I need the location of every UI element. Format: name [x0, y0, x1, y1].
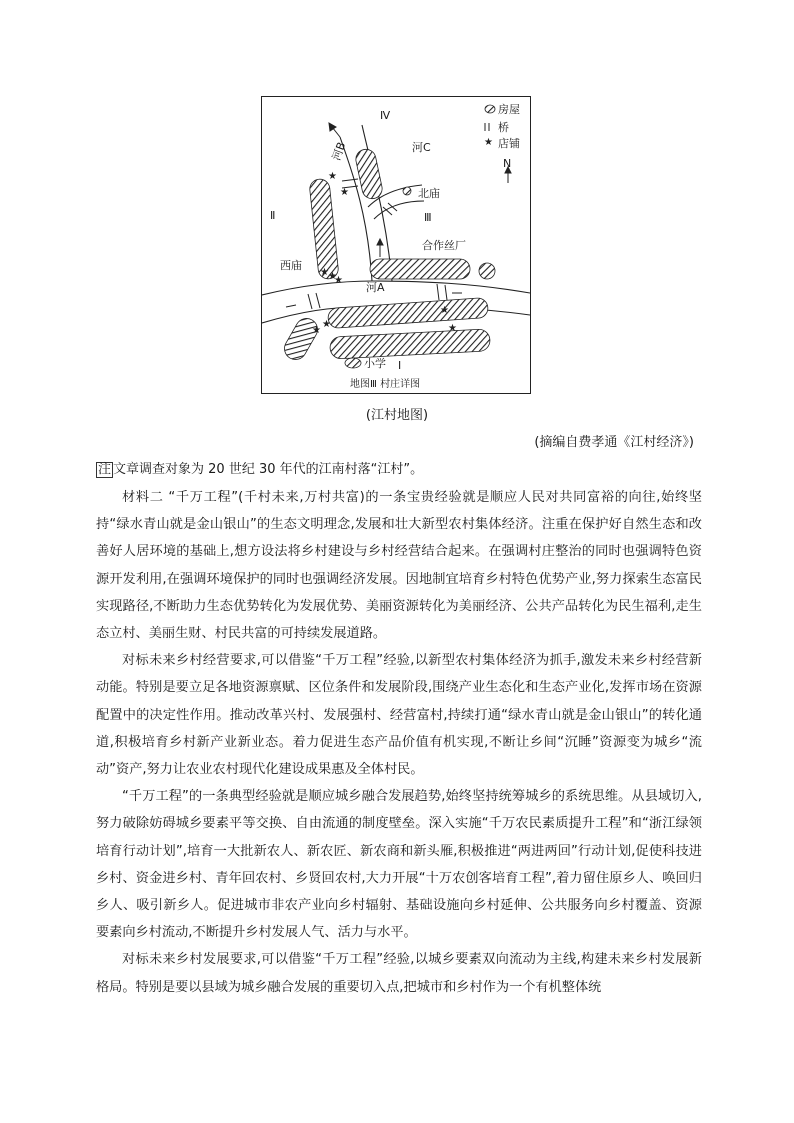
silk-factory-label: 合作丝厂: [422, 239, 466, 252]
svg-text:★: ★: [322, 319, 331, 330]
map-inner-caption: 地图Ⅲ 村庄详图: [350, 379, 421, 390]
north-label: N: [503, 157, 512, 170]
svg-text:★: ★: [484, 137, 493, 148]
svg-text:★: ★: [312, 325, 321, 336]
zone-1-label: Ⅰ: [398, 359, 402, 372]
article-body: [96, 484, 702, 1001]
river-a-label: 河A: [366, 281, 385, 294]
map-caption: (江村地图): [365, 408, 429, 423]
paragraph: 对标未来乡村发展要求,可以借鉴“千万工程”经验,以城乡要素双向流动为主线,构建未来乡村发展新格局。特别是要以县域为城乡融合发展的重要切入点,把城市和乡村作为一个有机整体统: [96, 952, 702, 995]
svg-text:★: ★: [440, 305, 449, 316]
map-drawing: [262, 97, 530, 393]
zone-2-label: Ⅱ: [270, 209, 276, 222]
legend-bridge-label: 桥: [498, 121, 509, 134]
west-temple-label: 西庙: [280, 259, 302, 272]
source-citation: (摘编自费孝通《江村经济》): [534, 435, 694, 450]
note-text: 文章调查对象为 20 世纪 30 年代的江南村落“江村”。: [113, 462, 424, 477]
zone-3-label: Ⅲ: [424, 211, 432, 224]
village-map: [261, 96, 531, 394]
svg-text:★: ★: [448, 323, 457, 334]
school-label: 小学: [364, 357, 386, 370]
paragraph: 对标未来乡村经营要求,可以借鉴“千万工程”经验,以新型农村集体经济为抓手,激发未来乡村经营新动能。特别是要立足各地资源禀赋、区位条件和发展阶段,围绕产业生态化和生态产业化,发挥市场在资源配置中的决定性作用。推动改革兴村、发展强村、经营富村,持续打通“绿水青山就是金山银山”的转化通道,积极培育乡村新产业新业态。着力促进生态产品价值有机实现,不断让乡间“沉睡”资源变为城乡“流动”资产,努力让农业农村现代化建设成果惠及全体村民。: [96, 653, 702, 778]
zone-4-label: Ⅳ: [380, 109, 391, 122]
note-mark: 注: [98, 462, 112, 477]
note: [96, 458, 423, 478]
svg-text:★: ★: [320, 267, 329, 278]
svg-text:★: ★: [328, 271, 337, 282]
north-temple-label: 北庙: [418, 187, 440, 200]
paragraph: 材料二 “千万工程”(千村未来,万村共富)的一条宝贵经验就是顺应人民对共同富裕的向往,始终坚持“绿水青山就是金山银山”的生态文明理念,发展和壮大新型农村集体经济。注重在保护好自然生态和改善好人居环境的基础上,想方设法将乡村建设与乡村经营结合起来。在强调村庄整治的同时也强调特色资源开发利用,在强调环境保护的同时也强调经济发展。因地制宜培育乡村特色优势产业,努力探索生态富民实现路径,不断助力生态优势转化为发展优势、美丽资源转化为美丽经济、公共产品转化为民生福利,走生态立村、美丽生财、村民共富的可持续发展道路。: [96, 490, 702, 642]
paragraph: “千万工程”的一条典型经验就是顺应城乡融合发展趋势,始终坚持统筹城乡的系统思维。从县域切入,努力破除妨碍城乡要素平等交换、自由流通的制度壁垒。深入实施“千万农民素质提升工程”和“浙江绿领培育行动计划”,培育一大批新农人、新农匠、新农商和新头雁,积极推进“两进两回”行动计划,促使科技进乡村、资金进乡村、青年回农村、乡贤回农村,大力开展“十万农创客培育工程”,着力留住原乡人、唤回归乡人、吸引新乡人。促进城市非农产业向乡村辐射、基础设施向乡村延伸、公共服务向乡村覆盖、资源要素向乡村流动,不断提升乡村发展人气、活力与水平。: [96, 789, 702, 941]
legend-shop-label: 店铺: [498, 137, 520, 150]
svg-text:★: ★: [340, 187, 349, 198]
legend-house-label: 房屋: [498, 103, 520, 116]
river-c-label: 河C: [412, 141, 431, 154]
river-banks: [262, 125, 530, 323]
svg-text:★: ★: [334, 275, 343, 286]
river-b-label: 河B: [329, 140, 349, 163]
svg-text:★: ★: [328, 171, 337, 182]
